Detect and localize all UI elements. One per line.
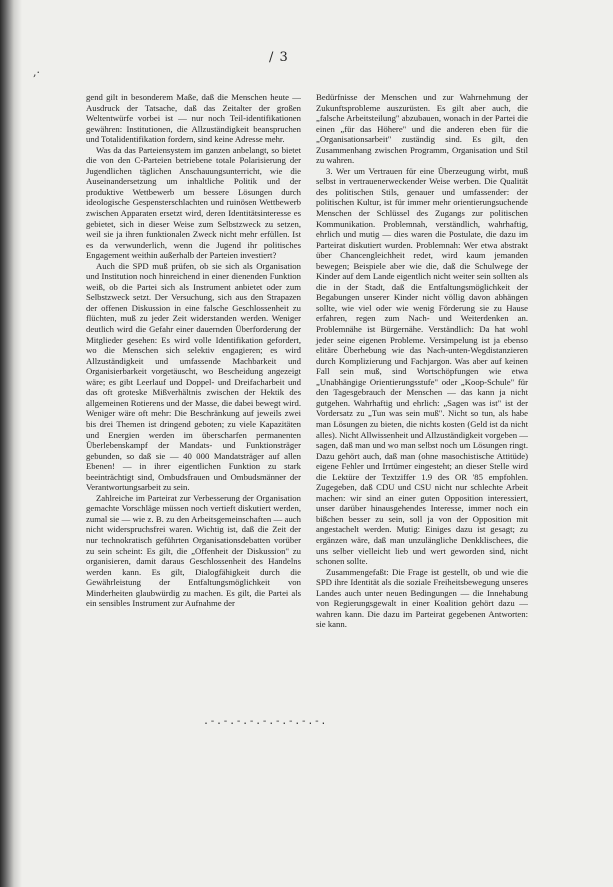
scan-edge-shadow — [0, 0, 22, 887]
section-divider: .-.-.-.-.-.-.-.-.-. — [203, 716, 327, 727]
left-paragraph-4: Zahlreiche im Parteirat zur Verbesserung der Organisation gemachte Vorschläge müssen noch vertieft diskutiert werden, zumal sie — wie z. B. zu den Arbeitsgemeinschaften — auch nicht widerspruchsfrei waren. Wichtig ist, daß die Zeit der nur technokratisch geführten Organisationsdebatten vorüber zu sein scheint: Es gilt, die „Offenheit der Diskussion" zu organisieren, damit daraus Geschlossenheit des Handelns werden kann. Es gilt, Dialogfähigkeit durch die Gewährleistung der Entfaltungsmöglichkeit von Minderheiten glaubwürdig zu machen. Es gilt, die Partei als ein sensibles Instrument zur Aufnahme der — [86, 492, 301, 609]
left-paragraph-2: Was da das Parteiensystem im ganzen anbelangt, so bietet die von den C-Parteien betriebene totale Polarisierung der Jugendlichen täglichen Anschauungsunterricht, wie die Auseinandersetzung um inhaltliche Politik und der produktive Wettbewerb um bessere Lösungen durch ideologische Gespensterschlachten und ruinösen Wettbewerb zwischen Apparaten ersetzt wird, deren Identitätsinteresse es gebietet, sich in dieser Weise zum Selbstzweck zu setzen, weil sie ja ihren funktionalen Zweck nicht mehr erfüllen. Ist es da verwunderlich, wenn die Jugend ihr politisches Engagement weithin außerhalb der Parteien investiert? — [86, 144, 301, 261]
left-paragraph-1: gend gilt in besonderem Maße, daß die Menschen heute — Ausdruck der Tatsache, daß das Zeitalter der großen Weltentwürfe vorbei ist — nur noch Teil-identifikationen gewähren: Institutionen, die Allzuständigkeit beanspruchen und Totalidentifikation fordern, sind keine Adresse mehr. — [86, 92, 301, 145]
right-paragraph-3: Zusammengefaßt: Die Frage ist gestellt, ob und wie die SPD ihre Identität als die soziale Freiheitsbewegung unseres Landes auch unter neuen Bedingungen — die Innehabung von Regierungsgewalt in einer Koalition gehört dazu — wahren kann. Die dazu im Parteirat gegebenen Antworten: sie kann. — [316, 566, 528, 630]
right-column — [316, 92, 528, 630]
left-paragraph-3: Auch die SPD muß prüfen, ob sie sich als Organisation und Institution noch hinreichend in einer dienenden Funktion weiß, ob die Partei sich als Instrument anbietet oder zum Selbstzweck setzt. Der Versuchung, sich aus den Strapazen der offenen Diskussion in eine falsche Geschlossenheit zu flüchten, muß zu jeder Zeit widerstanden werden. Weniger deutlich wird die Gefahr einer dauernden Überforderung der Mitglieder gesehen: Es wird volle Identifikation gefordert, wo die Menschen sich selektiv engagieren; es wird Allzuständigkeit und umfassende Machbarkeit und Organisierbarkeit vorgetäuscht, wo Bescheidung angezeigt wäre; es gibt Leerlauf und Doppel- und Dreifacharbeit und das oft groteske Mißverhältnis zwischen der Hektik des allgemeinen Rotierens und der Masse, die dabei bewegt wird. Weniger wäre oft mehr: Die Beschränkung auf jeweils zwei bis drei Themen ist dringend geboten; zu viele Kapazitäten und Energien werden im überscharfen permanenten Überlebenskampf der Mandats- und Funktionsträger gebunden, so daß sie — 40 000 Mandatsträger auf allen Ebenen! — in ihrer eigentlichen Funktion zu stark beeinträchtigt sind, Ombudsfrauen und Ombudsmänner der Verantwortungsarbeit zu sein. — [86, 260, 301, 493]
left-column — [86, 92, 301, 609]
page-number: / 3 — [269, 50, 289, 65]
scan-speck: ,· — [33, 66, 40, 79]
right-paragraph-1: Bedürfnisse der Menschen und zur Wahrnehmung der Zukunftsprobleme auszurüsten. Es gilt aber auch, die „falsche Arbeitsteilung" abzubauen, wonach in der Partei die einen „für das Höhere" und die anderen eben für die „Organisationsarbeit" zuständig sind. Es gilt, den Zusammenhang zwischen Programm, Organisation und Stil zu wahren. — [316, 92, 528, 166]
right-paragraph-2: 3. Wer um Vertrauen für eine Überzeugung wirbt, muß selbst in vertrauenerweckender Weise werben. Die Qualität des politischen Stils, genauer und umfassender: der politischen Kultur, ist für immer mehr orientierungsuchende Menschen der Schlüssel des Zugangs zur politischen Kommunikation. Problemnah, verständlich, wahrhaftig, ehrlich und mutig — dies waren die Postulate, die dazu im Parteirat diskutiert wurden. Problemnah: Wer etwa abstrakt über Chancengleichheit redet, wird kaum jemanden bewegen; Beispiele aber wie die, daß die Schulwege der Kinder auf dem Lande eigentlich nicht weiter sein sollten als die in der Stadt, daß die Entfaltungsmöglichkeit der Begabungen unserer Kinder nicht völlig davon abhängen sollte, wie viel oder wie wenig Förderung sie zu Hause erfahren, regen zum Nach- und Weiterdenken an. Problemnähe ist Bürgernähe. Verständlich: Da hat wohl jeder seine eigenen Probleme. Versimpelung ist ja ebenso elitäre Überhebung wie das Nach-unten-Wegdistanzieren durch Komplizierung und Fachjargon. Was aber auf keinen Fall sein muß, sind Wortschöpfungen wie etwa „Unabhängige Orientierungsstufe" oder „Koop-Schule" für den Tagesgebrauch der Menschen — das kann ja nicht gutgehen. Wahrhaftig und ehrlich: „Sagen was ist" ist der Vordersatz zu „Tun was sein muß". Nicht so tun, als habe man Lösungen zu bieten, die nichts kosten (Geld ist da nicht alles). Nicht Allwissenheit und Allzuständigkeit vorgeben — sagen, daß man und wo man selbst noch um Lösungen ringt. Dazu gehört auch, daß man (ohne masochistische Attitüde) eigene Fehler und Irrtümer eingesteht; an dieser Stelle wird die Lektüre der Textziffer 1.9 des OR '85 empfohlen. Zugegeben, daß CDU und CSU nicht nur schlechte Arbeit machen: wir sind an einer guten Opposition interessiert, unser darüber hinausgehendes Interesse, immer noch ein bißchen besser zu sein, soll ja von der Opposition mit angestachelt werden. Mutig: Einiges dazu ist gesagt; zu ergänzen wäre, daß man unzulängliche Denkklischees, die uns selber vielleicht lieb und wert geworden sind, nicht schonen sollte. — [316, 165, 528, 567]
